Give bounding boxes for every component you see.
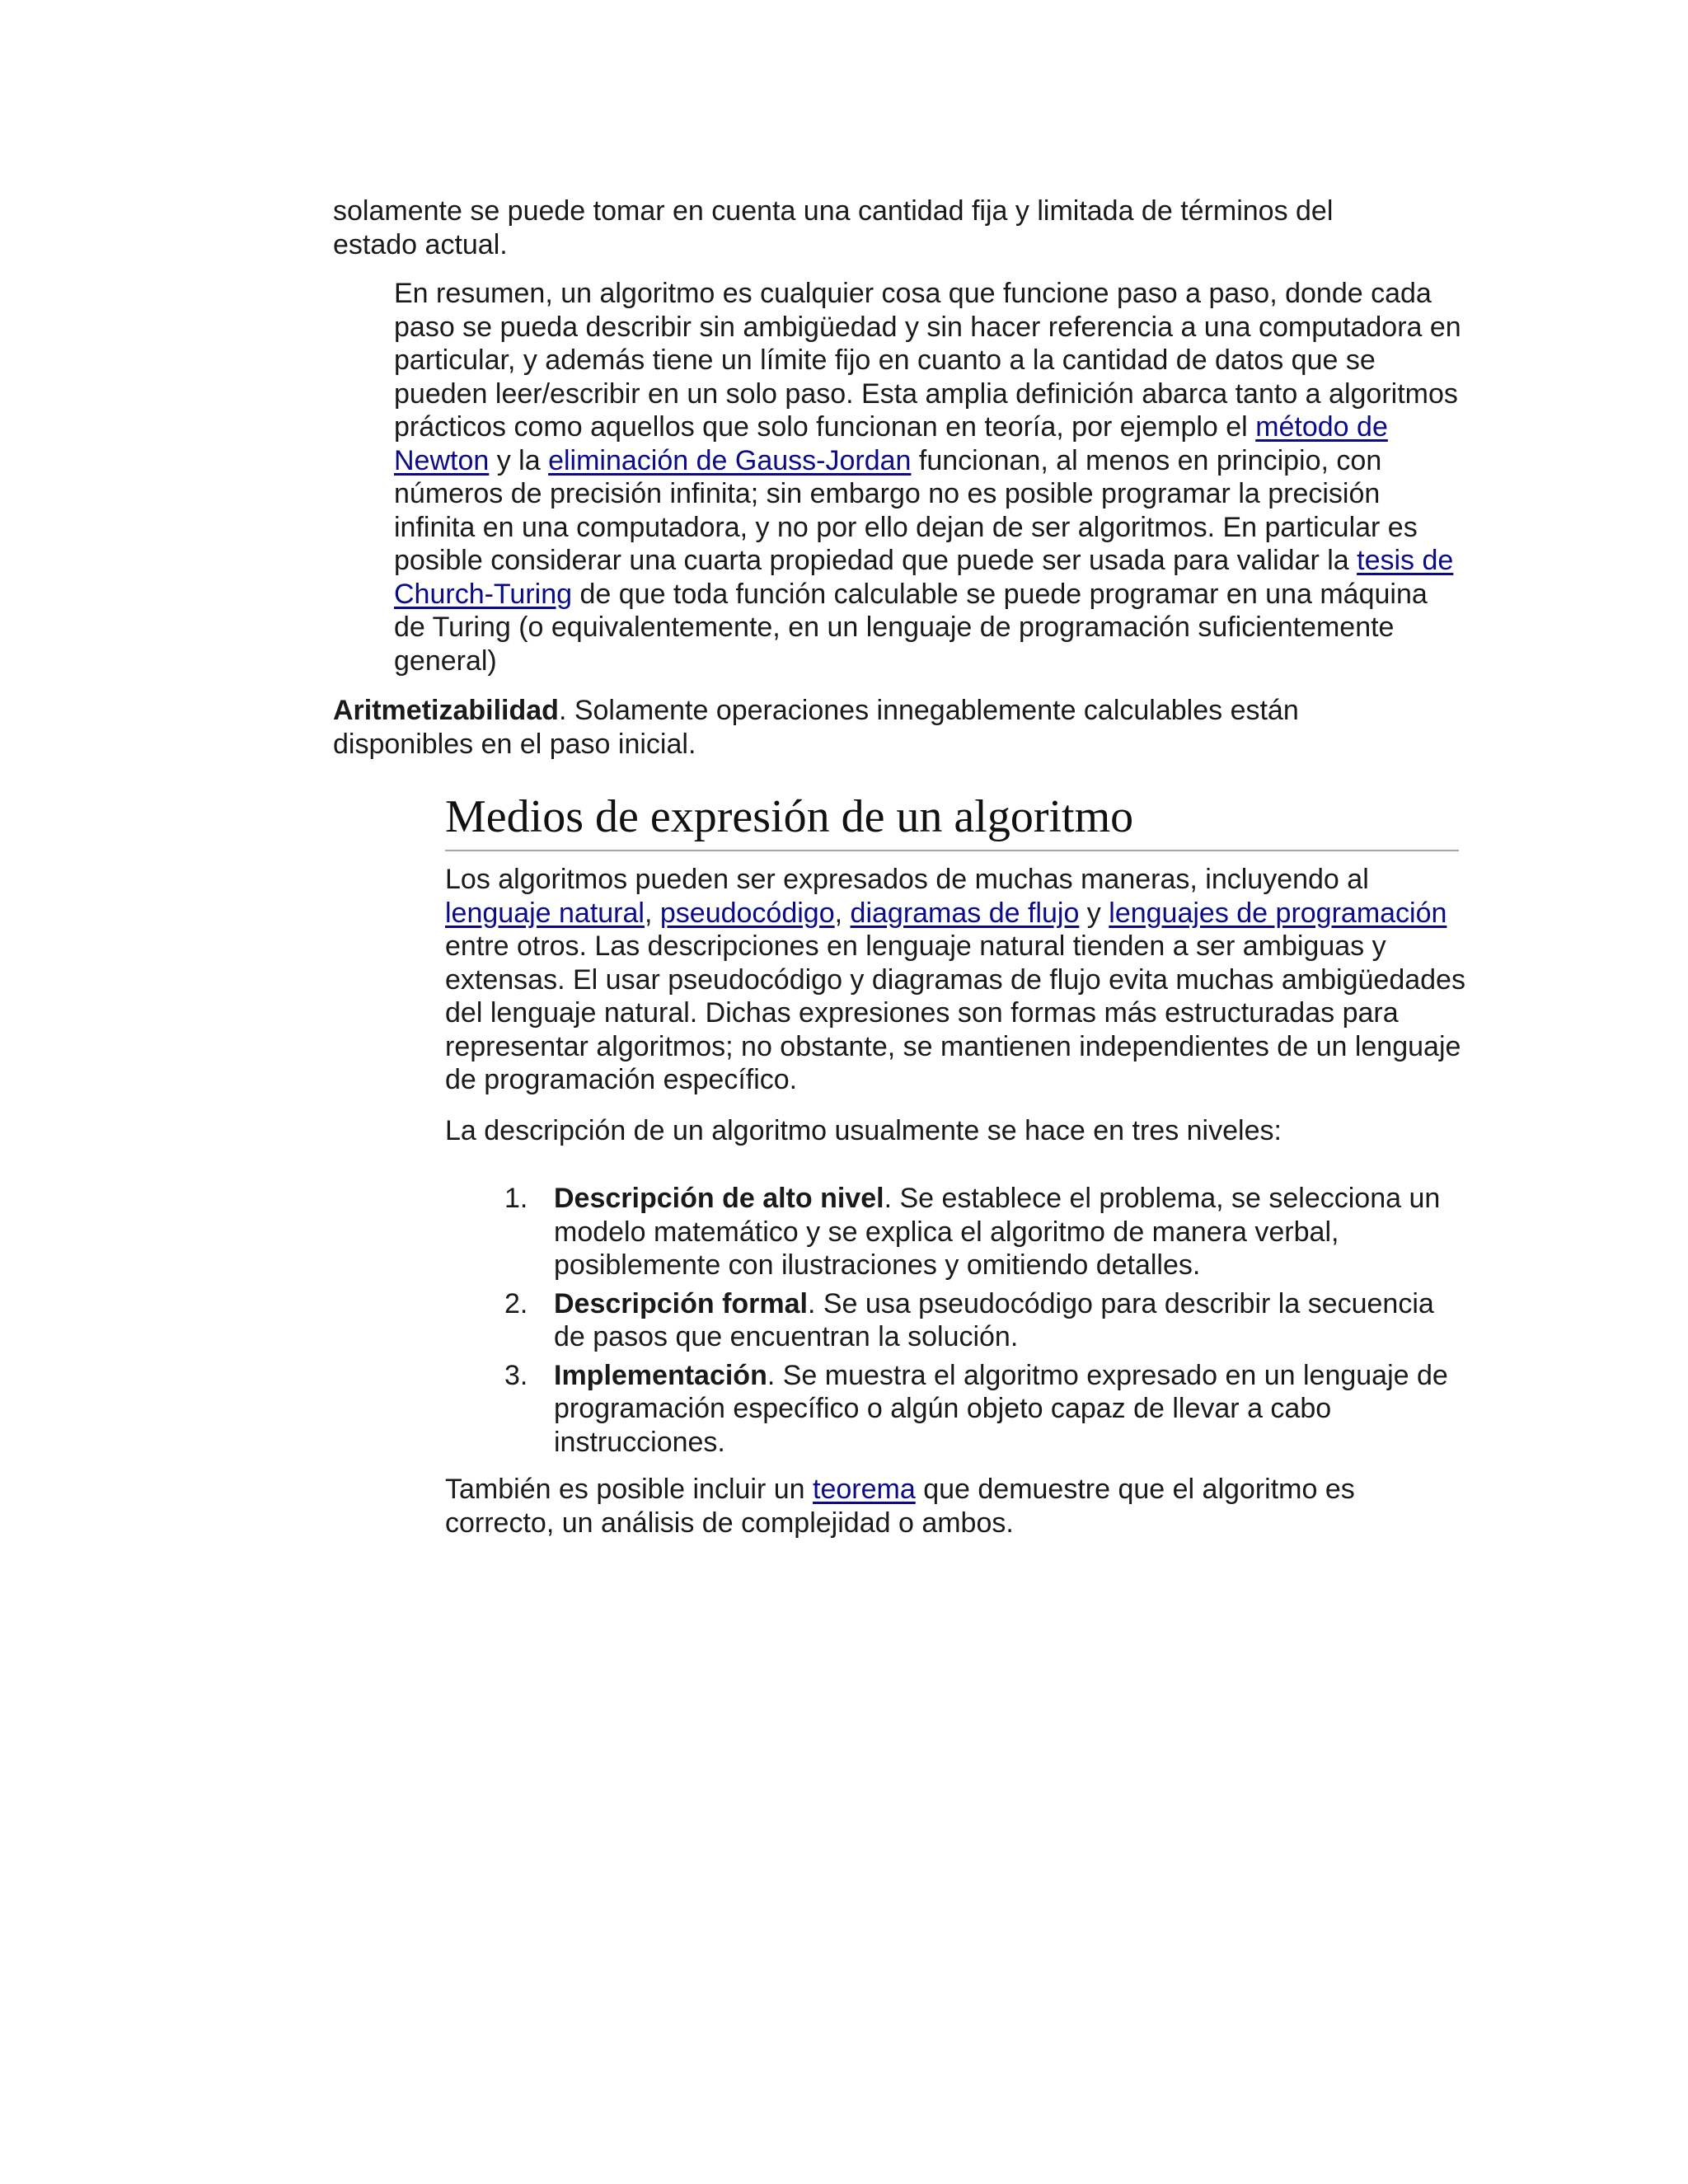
link-metodo-de-newton[interactable]: método de Newton [394, 411, 1388, 476]
list-item-term: Descripción formal [554, 1287, 808, 1319]
list-item-term: Implementación [554, 1359, 767, 1391]
list-item-text: . Se usa pseudocódigo para describir la secuencia de pasos que encuentran la solución. [554, 1287, 1434, 1352]
paragraph-teorema [445, 1473, 1467, 1540]
list-item-number: 1. [504, 1183, 528, 1214]
link-lenguaje-natural[interactable]: lenguaje natural [445, 897, 645, 929]
aritmetizabilidad-text: . Solamente operaciones innegablemente calculables están disponibles en el paso inicial. [333, 695, 1299, 760]
paragraph-top: solamente se puede tomar en cuenta una cantidad fija y limitada de términos del estado actual. [333, 195, 1334, 260]
medios-sep-1: , [644, 897, 660, 929]
paragraph-niveles: La descripción de un algoritmo usualmente se hace en tres niveles: [445, 1115, 1282, 1146]
link-tesis-church-turing[interactable]: tesis de Church-Turing [394, 545, 1454, 610]
medios-sep-2: , [834, 897, 851, 929]
teorema-text-1: También es posible incluir un [445, 1474, 814, 1505]
medios-sep-3: y [1079, 897, 1109, 929]
list-item-text: . Se establece el problema, se selecciona un modelo matemático y se explica el algoritmo de manera verbal, posiblemente con ilustraciones y omitiendo detalles. [554, 1183, 1441, 1281]
link-eliminacion-gauss-jordan[interactable]: eliminación de Gauss-Jordan [548, 444, 912, 476]
list-item-number: 3. [504, 1359, 528, 1391]
medios-text-1: Los algoritmos pueden ser expresados de muchas maneras, incluyendo al [445, 864, 1369, 895]
medios-text-2: entre otros. Las descripciones en lenguaje natural tienden a ser ambiguas y extensas. El usar pseudocódigo y diagramas de flujo evita muchas ambigüedades del lenguaje natural. Dichas expresiones son formas más estructuradas para representar algoritmos; no obstante, se mantienen independientes de un lenguaje de programación específico. [445, 930, 1465, 1095]
paragraph-medios [445, 863, 1467, 1097]
levels-list [445, 1182, 1467, 1464]
list-item [445, 1287, 1467, 1354]
teorema-text-2: que demuestre que el algoritmo es correcto, un análisis de complejidad o ambos. [445, 1474, 1355, 1539]
summary-text-4: de que toda función calculable se puede programar en una máquina de Turing (o equivalentemente, en un lenguaje de programación suficientemente general) [394, 578, 1428, 677]
list-item-text: . Se muestra el algoritmo expresado en un lenguaje de programación específico o algún objeto capaz de llevar a cabo instrucciones. [554, 1359, 1448, 1458]
section-heading: Medios de expresión de un algoritmo [445, 787, 1459, 851]
paragraph-summary [394, 277, 1465, 677]
link-pseudocodigo[interactable]: pseudocódigo [659, 897, 835, 929]
link-lenguajes-de-programacion[interactable]: lenguajes de programación [1109, 897, 1447, 929]
paragraph-aritmetizabilidad [333, 694, 1404, 761]
list-item [445, 1359, 1467, 1460]
summary-text-3: funcionan, al menos en principio, con números de precisión infinita; sin embargo no es posible programar la precisión infinita en una computadora, y no por ello dejan de ser algoritmos. En particular es posible considerar una cuarta propiedad que puede ser usada para validar la [394, 444, 1418, 576]
list-item-term: Descripción de alto nivel [554, 1183, 884, 1214]
link-teorema[interactable]: teorema [813, 1474, 916, 1505]
link-diagramas-de-flujo[interactable]: diagramas de flujo [850, 897, 1080, 929]
aritmetizabilidad-term: Aritmetizabilidad [333, 695, 559, 726]
summary-text-2: y la [489, 444, 549, 476]
summary-text-1: En resumen, un algoritmo es cualquier cosa que funcione paso a paso, donde cada paso se pueda describir sin ambigüedad y sin hacer referencia a una computadora en particular, y además tiene un límite fijo en cuanto a la cantidad de datos que se pueden leer/escribir en un solo paso. Esta amplia definición abarca tanto a algoritmos prácticos como aquellos que solo funcionan en teoría, por ejemplo el [394, 278, 1461, 443]
list-item-number: 2. [504, 1287, 528, 1319]
list-item [445, 1182, 1467, 1282]
